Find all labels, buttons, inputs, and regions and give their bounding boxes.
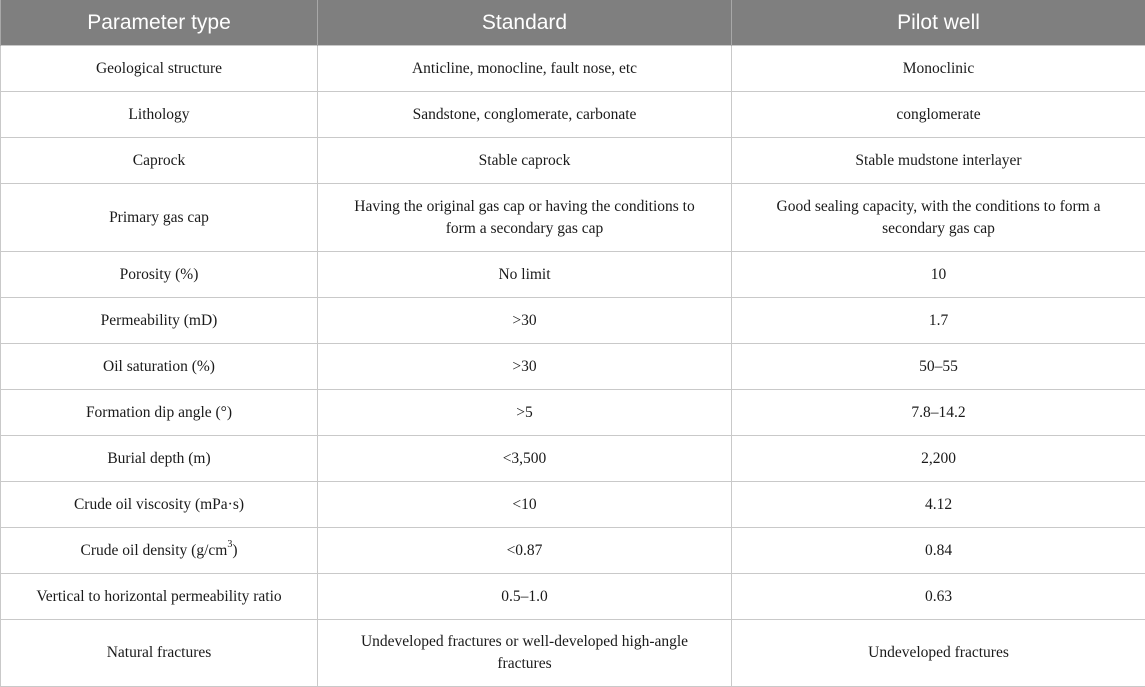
table-row [1,390,1145,436]
cell-standard: <10 [318,482,732,528]
table-row [1,92,1145,138]
table-row [1,574,1145,620]
cell-parameter: Oil saturation (%) [1,344,318,390]
cell-parameter: Formation dip angle (°) [1,390,318,436]
superscript: 3 [227,539,232,550]
cell-standard: Stable caprock [318,138,732,184]
cell-standard: >30 [318,298,732,344]
cell-standard: Anticline, monocline, fault nose, etc [318,46,732,92]
cell-standard: <0.87 [318,528,732,574]
table-row [1,482,1145,528]
cell-standard: Undeveloped fractures or well-developed high-angle fractures [318,620,732,687]
cell-pilot: 0.84 [732,528,1145,574]
table-row [1,46,1145,92]
table-body [1,46,1145,687]
cell-standard: 0.5–1.0 [318,574,732,620]
cell-parameter: Vertical to horizontal permeability ratio [1,574,318,620]
cell-pilot: Stable mudstone interlayer [732,138,1145,184]
cell-pilot: Undeveloped fractures [732,620,1145,687]
header-pilot-well: Pilot well [732,0,1145,46]
cell-pilot: 2,200 [732,436,1145,482]
cell-parameter [1,528,318,574]
cell-standard: >30 [318,344,732,390]
cell-parameter: Lithology [1,92,318,138]
cell-parameter: Geological structure [1,46,318,92]
cell-pilot: 10 [732,252,1145,298]
cell-standard: Sandstone, conglomerate, carbonate [318,92,732,138]
cell-parameter: Primary gas cap [1,184,318,252]
cell-standard: No limit [318,252,732,298]
table-header [1,0,1145,46]
table-row [1,184,1145,252]
cell-parameter: Caprock [1,138,318,184]
param-text: Crude oil density (g/cm [81,542,228,559]
table-row [1,436,1145,482]
table-row [1,252,1145,298]
cell-pilot: 50–55 [732,344,1145,390]
cell-parameter: Permeability (mD) [1,298,318,344]
cell-pilot: 7.8–14.2 [732,390,1145,436]
cell-pilot: 0.63 [732,574,1145,620]
table-row [1,138,1145,184]
cell-parameter: Natural fractures [1,620,318,687]
table-row [1,344,1145,390]
cell-pilot: conglomerate [732,92,1145,138]
cell-parameter: Porosity (%) [1,252,318,298]
table-row [1,298,1145,344]
cell-pilot: 1.7 [732,298,1145,344]
header-standard: Standard [318,0,732,46]
cell-parameter: Crude oil viscosity (mPa·s) [1,482,318,528]
table-row [1,528,1145,574]
param-text-suffix: ) [232,542,237,559]
cell-pilot: 4.12 [732,482,1145,528]
cell-standard: <3,500 [318,436,732,482]
cell-pilot: Monoclinic [732,46,1145,92]
cell-parameter: Burial depth (m) [1,436,318,482]
header-parameter-type: Parameter type [1,0,318,46]
header-row [1,0,1145,46]
table-row [1,620,1145,687]
cell-standard: Having the original gas cap or having the conditions to form a secondary gas cap [318,184,732,252]
cell-pilot: Good sealing capacity, with the conditions to form a secondary gas cap [732,184,1145,252]
cell-standard: >5 [318,390,732,436]
